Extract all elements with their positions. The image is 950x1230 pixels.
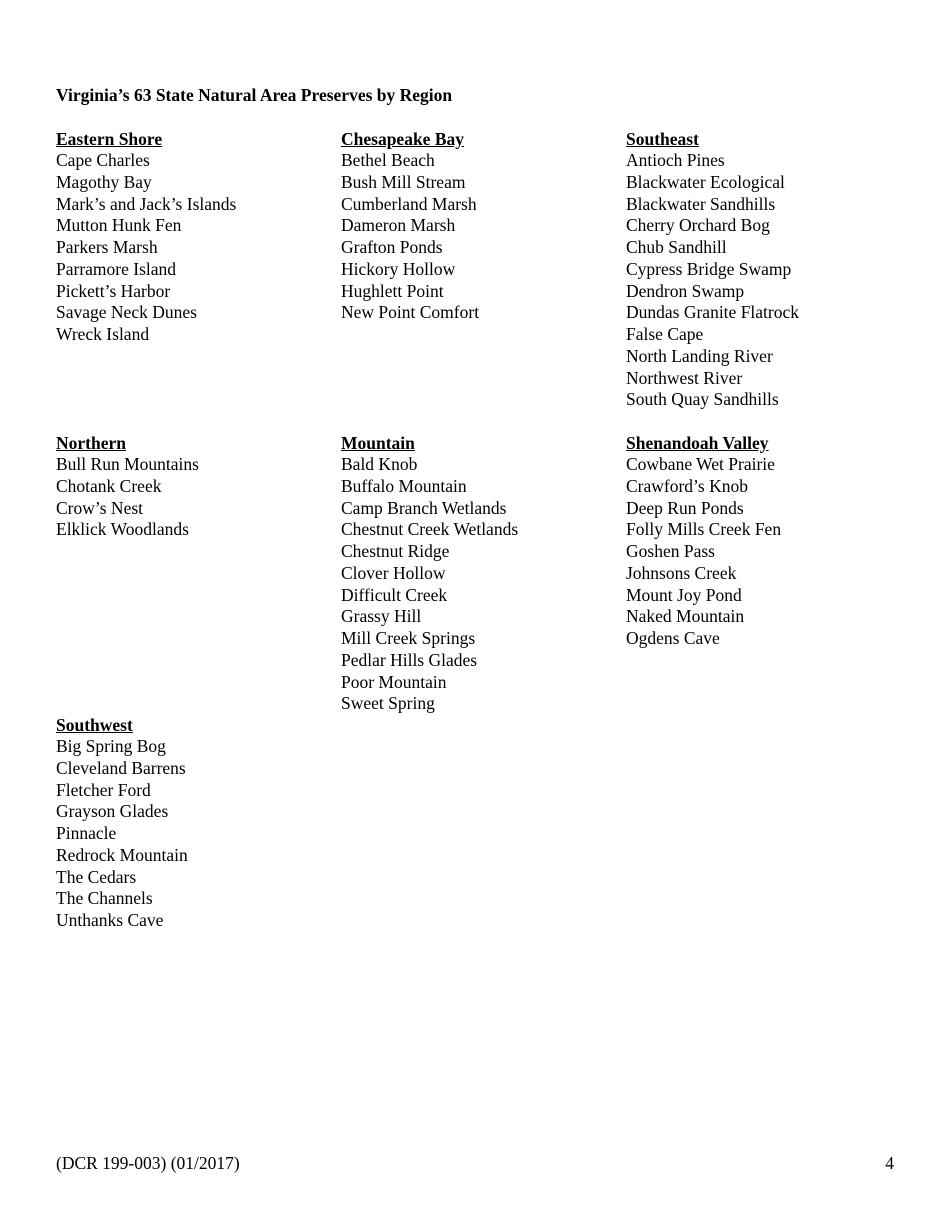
preserve-item: Dameron Marsh: [341, 215, 456, 236]
region-heading: Eastern Shore: [56, 129, 163, 149]
preserve-item: Pickett’s Harbor: [56, 280, 171, 301]
preserve-item: Dundas Granite Flatrock: [626, 302, 800, 323]
preserve-item: Deep Run Ponds: [626, 497, 744, 518]
preserve-item: Cumberland Marsh: [341, 193, 477, 214]
preserve-item: The Channels: [56, 888, 153, 909]
preserve-item: Mill Creek Springs: [341, 628, 476, 648]
preserve-item: Dendron Swamp: [626, 280, 745, 301]
region-mountain: [341, 432, 611, 715]
preserve-item: Sweet Spring: [341, 693, 435, 714]
preserve-item: Camp Branch Wetlands: [341, 497, 507, 518]
preserve-item: Poor Mountain: [341, 671, 447, 692]
preserve-item: Ogdens Cave: [626, 628, 720, 648]
preserve-item: South Quay Sandhills: [626, 389, 779, 410]
region-heading: Mountain: [341, 433, 415, 453]
preserve-item: False Cape: [626, 324, 704, 344]
preserve-item: Goshen Pass: [626, 541, 715, 561]
region-heading: Northern: [56, 433, 126, 453]
region-southeast: [626, 128, 896, 411]
preserve-item: Cape Charles: [56, 150, 150, 170]
region-shenandoah-valley: [626, 432, 896, 650]
preserve-item: The Cedars: [56, 866, 137, 887]
preserve-item: Grafton Ponds: [341, 237, 443, 257]
preserve-list: [56, 736, 326, 932]
preserve-item: Parramore Island: [56, 258, 177, 279]
preserve-item: Hughlett Point: [341, 280, 444, 301]
preserve-item: Cleveland Barrens: [56, 757, 186, 778]
preserve-item: Wreck Island: [56, 324, 150, 344]
preserve-item: Northwest River: [626, 367, 743, 388]
preserve-item: Blackwater Sandhills: [626, 193, 776, 214]
preserve-list: [626, 150, 896, 411]
page-number: 4: [885, 1153, 894, 1173]
preserve-item: Difficult Creek: [341, 584, 448, 605]
preserve-list: [341, 454, 611, 715]
preserve-item: Cowbane Wet Prairie: [626, 454, 775, 474]
preserve-item: Grassy Hill: [341, 606, 422, 627]
region-eastern-shore: [56, 128, 326, 346]
preserve-item: Bush Mill Stream: [341, 171, 466, 192]
preserve-item: Mount Joy Pond: [626, 584, 742, 605]
preserve-item: Crawford’s Knob: [626, 475, 748, 496]
preserve-item: Bethel Beach: [341, 150, 435, 170]
preserve-item: Chestnut Creek Wetlands: [341, 519, 519, 540]
preserve-item: Big Spring Bog: [56, 736, 166, 756]
region-heading: Southeast: [626, 129, 699, 149]
preserve-item: Crow’s Nest: [56, 497, 144, 518]
region-heading: Southwest: [56, 715, 133, 735]
preserve-item: Magothy Bay: [56, 171, 152, 192]
preserve-item: Clover Hollow: [341, 562, 446, 583]
preserve-item: Blackwater Ecological: [626, 171, 785, 192]
preserve-item: Cherry Orchard Bog: [626, 215, 770, 236]
preserve-item: Buffalo Mountain: [341, 475, 467, 496]
preserve-item: Bald Knob: [341, 454, 418, 474]
preserve-item: Elklick Woodlands: [56, 519, 189, 540]
preserve-list: [341, 150, 611, 324]
preserve-item: Antioch Pines: [626, 150, 725, 170]
preserve-item: Johnsons Creek: [626, 562, 737, 583]
preserve-item: Unthanks Cave: [56, 910, 164, 930]
region-northern: [56, 432, 326, 541]
preserve-item: Chestnut Ridge: [341, 541, 450, 561]
preserve-item: Parkers Marsh: [56, 237, 158, 257]
preserve-item: Mutton Hunk Fen: [56, 215, 182, 236]
region-southwest: [56, 714, 326, 932]
preserve-item: Chub Sandhill: [626, 237, 727, 257]
region-heading: Chesapeake Bay: [341, 129, 464, 149]
preserve-item: North Landing River: [626, 345, 773, 366]
region-heading: Shenandoah Valley: [626, 433, 769, 453]
preserve-item: Grayson Glades: [56, 801, 169, 822]
region-chesapeake-bay: [341, 128, 611, 324]
preserve-item: Pedlar Hills Glades: [341, 649, 478, 670]
preserve-item: Cypress Bridge Swamp: [626, 258, 792, 279]
preserve-item: Naked Mountain: [626, 606, 745, 627]
preserve-list: [56, 454, 326, 541]
preserve-item: Fletcher Ford: [56, 779, 151, 800]
preserve-item: Redrock Mountain: [56, 844, 188, 865]
preserve-list: [626, 454, 896, 650]
preserve-item: Chotank Creek: [56, 475, 162, 496]
preserve-item: Folly Mills Creek Fen: [626, 519, 782, 540]
preserve-item: New Point Comfort: [341, 302, 480, 323]
preserve-item: Bull Run Mountains: [56, 454, 199, 474]
preserve-item: Savage Neck Dunes: [56, 302, 197, 323]
preserve-item: Hickory Hollow: [341, 258, 456, 279]
preserve-item: Pinnacle: [56, 823, 117, 843]
page-title: Virginia’s 63 State Natural Area Preserves by Region: [56, 85, 453, 105]
preserve-item: Mark’s and Jack’s Islands: [56, 193, 237, 214]
footer-document-code: (DCR 199-003) (01/2017): [56, 1153, 240, 1173]
preserve-list: [56, 150, 326, 346]
